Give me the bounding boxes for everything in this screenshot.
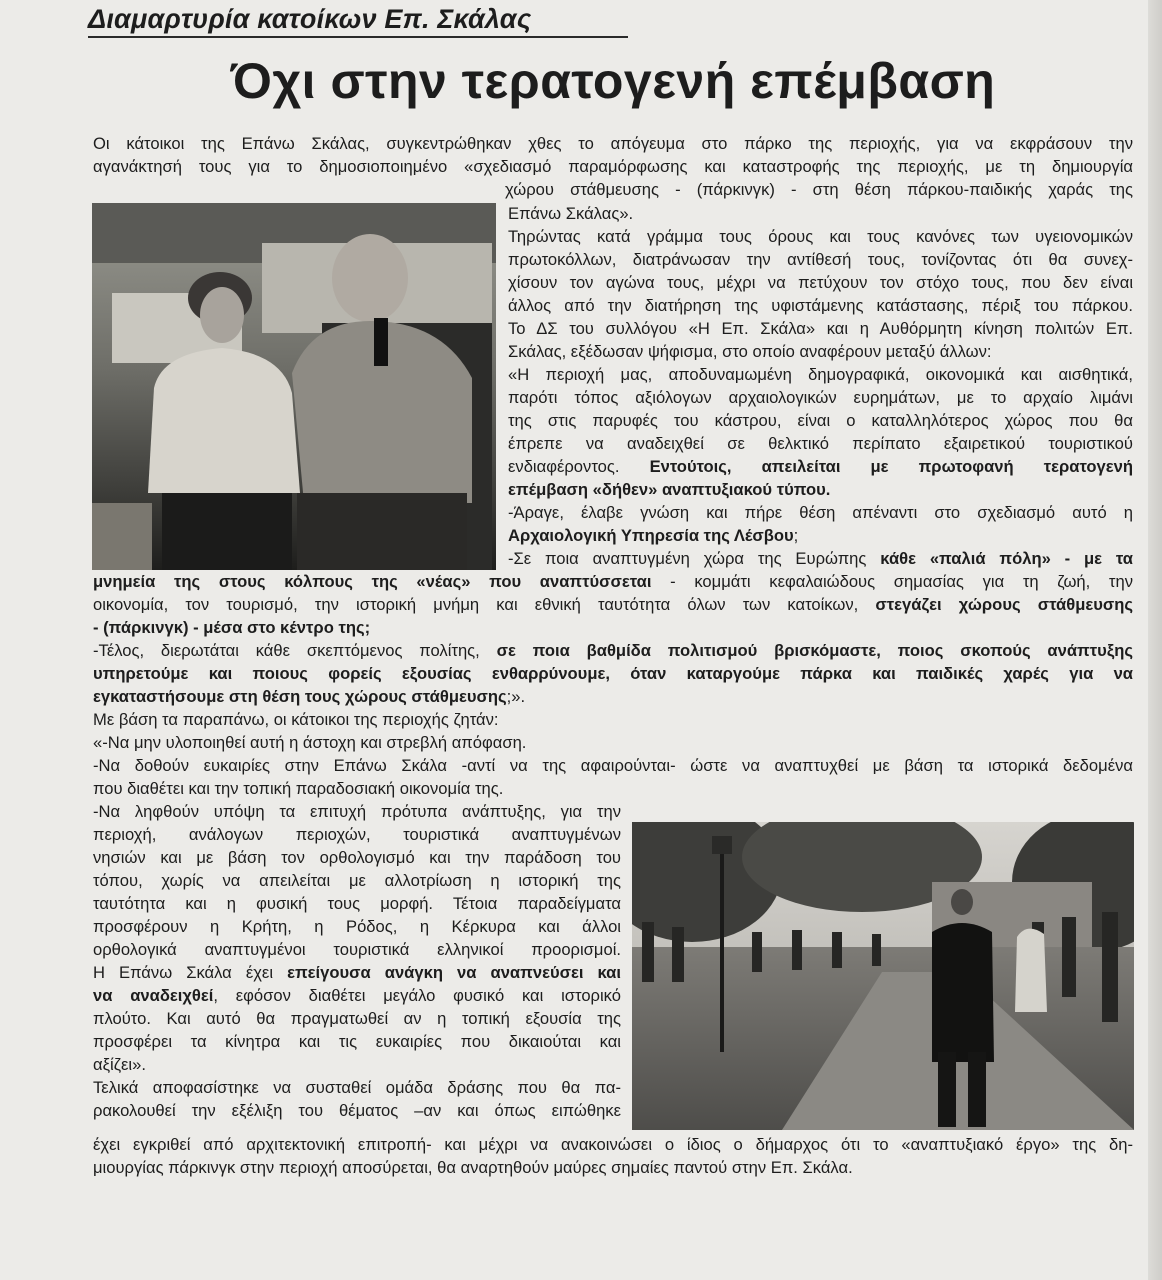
final-line: μιουργίας πάρκινγκ στην περιοχή αποσύρεται, θα αναρτηθούν μαύρες σημαίες παντού στην Επ. Σκάλα. [93, 1158, 853, 1177]
body-line [93, 571, 1133, 594]
lc-line: περιοχή, ανάλογων περιοχών, τουριστικά αναπτυγμένων [93, 825, 621, 844]
rc-line [508, 456, 1133, 479]
rc-line: πρωτοκόλλων, διατράνωσαν την αντίθεσή τους, τονίζοντας ότι θα συνεχ- [508, 250, 1133, 269]
body-text: οικονομία, τον τουρισμό, την ιστορική μνήμη και εθνική ταυτότητα όλων των κατοίκων, [93, 595, 876, 614]
intro-line: χώρου στάθμευσης - (πάρκινγκ) - στη θέση πάρκου-παιδικής χαράς της [505, 180, 1133, 199]
body-text: - κομμάτι κεφαλαιώδους σημασίας για τη ζωή, την [651, 572, 1133, 591]
rc-line: Το ΔΣ του συλλόγου «Η Επ. Σκάλα» και η Αυθόρμητη κίνηση πολιτών Επ. [508, 319, 1133, 338]
lc-bold: να αναδειχθεί [93, 986, 214, 1005]
article-headline: Όχι στην τερατογενή επέμβαση [230, 53, 996, 109]
rc-line: Τηρώντας κατά γράμμα τους όρους και τους κανόνες των υγειονομικών [508, 227, 1133, 246]
lc-line: προσφέρουν η Κρήτη, η Ρόδος, η Κέρκυρα και άλλοι [93, 917, 621, 936]
rc-bold: Εντούτοις, απειλείται με πρωτοφανή τερατογενή [649, 457, 1133, 476]
body-line: που διαθέτει και την τοπική παραδοσιακή οικονομία της. [93, 779, 504, 798]
rc-text: -Σε ποια αναπτυγμένη χώρα της Ευρώπης [508, 549, 881, 568]
lc-bold: επείγουσα ανάγκη να αναπνεύσει και [287, 963, 621, 982]
final-line: έχει εγκριθεί από αρχιτεκτονική επιτροπή- και μέχρι να ανακοινώσει ο ίδιος ο δήμαρχος ότι το «αναπτυξιακό έργο» της δη- [93, 1135, 1133, 1154]
rc-line [508, 525, 1133, 548]
body-bold: στεγάζει χώρους στάθμευσης [875, 595, 1133, 614]
body-bold: υπηρετούμε και ποιους φορείς εξουσίας ενθαρρύνουμε, όταν καταργούμε πάρκα και παιδικές χαρές για να [93, 664, 1133, 683]
lc-line: ορθολογικά αναπτυγμένοι τουριστικά ελληνικοί προορισμοί. [93, 940, 621, 959]
body-line [93, 640, 1133, 663]
lc-line: -Να ληφθούν υπόψη τα επιτυχή πρότυπα ανάπτυξης, για την [93, 802, 621, 821]
body-line: Με βάση τα παραπάνω, οι κάτοικοι της περιοχής ζητάν: [93, 710, 499, 729]
rc-line: έπρεπε να αναδειχθεί σε θελκτικό περίπατο εξαιρετικού τουριστικού [508, 434, 1133, 453]
intro-line: αγανάκτησή τους για το δημοσιοποιημένο «σχεδιασμό παραμόρφωσης και καταστροφής της περιοχής, με τη δημιουργία [93, 157, 1133, 176]
lc-line: Τελικά αποφασίστηκε να συσταθεί ομάδα δράσης που θα πα- [93, 1078, 621, 1097]
body-bold: σε ποια βαθμίδα πολιτισμού βρισκόμαστε, ποιος σκοπούς ανάπτυξης [496, 641, 1133, 660]
body-bold: μνημεία της στους κόλπους της «νέας» που αναπτύσσεται [93, 572, 652, 591]
body-line: -Να δοθούν ευκαιρίες στην Επάνω Σκάλα -αντί να της αφαιρούνται- ώστε να αναπτυχθεί με βάση τα ιστορικά δεδομένα [93, 756, 1133, 775]
rc-line: Σκάλας, εξέδωσαν ψήφισμα, στο οποίο αναφέρουν μεταξύ άλλων: [508, 342, 992, 361]
rc-line: άλλος από την διατήρηση της υφιστάμενης κατάστασης, πέριξ του πάρκου. [508, 296, 1133, 315]
article-kicker: Διαμαρτυρία κατοίκων Επ. Σκάλας [88, 4, 532, 34]
lc-line: ταυτότητα και η φυσική τους μορφή. Τέτοια παραδείγματα [93, 894, 621, 913]
lc-line: αξίζει». [93, 1055, 146, 1074]
rc-line: -Άραγε, έλαβε γνώση και πήρε θέση απέναντι στο σχεδιασμό αυτό η [508, 503, 1133, 522]
lc-line: νησιών και με βάση τον ορθολογισμό και την παράδοση του [93, 848, 621, 867]
rc-bold: κάθε «παλιά πόλη» - με τα [880, 549, 1133, 568]
lc-text: Η Επάνω Σκάλα έχει [93, 963, 288, 982]
lc-line [93, 962, 621, 985]
lc-line: ρακολουθεί την εξέλιξη του θέματος –αν και όπως ειπώθηκε [93, 1101, 621, 1120]
speakers-image [92, 203, 496, 570]
body-line [93, 663, 1133, 686]
body-line: «-Να μην υλοποιηθεί αυτή η άστοχη και στρεβλή απόφαση. [93, 733, 527, 752]
body-line [93, 686, 1133, 709]
lc-line [93, 985, 621, 1008]
rc-text: ; [793, 526, 799, 545]
body-text: -Τέλος, διερωτάται κάθε σκεπτόμενος πολίτης, [93, 641, 497, 660]
rc-line: παρότι τόπος αξιόλογων αρχαιολογικών ευρημάτων, με το αρχαίο λιμάνι [508, 388, 1133, 407]
lc-line: τόπου, χωρίς να απειλείται με αλλοτρίωση η ιστορική της [93, 871, 621, 890]
rc-line [508, 548, 1133, 571]
rc-line: «Η περιοχή μας, αποδυναμωμένη δημογραφικά, οικονομικά και αισθητικά, [508, 365, 1133, 384]
body-line [93, 594, 1133, 617]
body-line [93, 617, 1133, 640]
rc-line: Επάνω Σκάλας». [508, 204, 634, 223]
rc-text: ενδιαφέροντος. [508, 457, 650, 476]
body-text: ;». [506, 687, 526, 706]
rc-bold: επέμβαση «δήθεν» αναπτυξιακού τύπου. [508, 480, 831, 499]
photo-speakers [92, 203, 496, 570]
lc-text: , εφόσον διαθέτει μεγάλο φυσικό και ιστορικό [213, 986, 622, 1005]
intro-line: Οι κάτοικοι της Επάνω Σκάλας, συγκεντρώθηκαν χθες το απόγευμα στο πάρκο της περιοχής, για να εκφράσουν την [93, 134, 1133, 153]
body-bold: - (πάρκινγκ) - μέσα στο κέντρο της; [93, 618, 371, 637]
page-edge [1148, 0, 1162, 1280]
kicker-underline [88, 36, 628, 38]
crowd-image [632, 822, 1134, 1130]
rc-line [508, 479, 1133, 502]
lc-line: προσφέρει τα κίνητρα και τις ευκαιρίες που δικαιούται και [93, 1032, 621, 1051]
rc-line: χίσουν τον αγώνα τους, μέχρι να πετύχουν τον στόχο τους, που δεν είναι [508, 273, 1133, 292]
lc-line: πλούτο. Και αυτό θα πραγματωθεί αν η τοπική εξουσία της [93, 1009, 621, 1028]
rc-line: της στις παρυφές του κάστρου, είναι ο καταλληλότερος χώρος που θα [508, 411, 1133, 430]
photo-crowd [632, 822, 1134, 1130]
body-bold: εγκαταστήσουμε στη θέση τους χώρους στάθμευσης [93, 687, 507, 706]
rc-bold: Αρχαιολογική Υπηρεσία της Λέσβου [508, 526, 794, 545]
